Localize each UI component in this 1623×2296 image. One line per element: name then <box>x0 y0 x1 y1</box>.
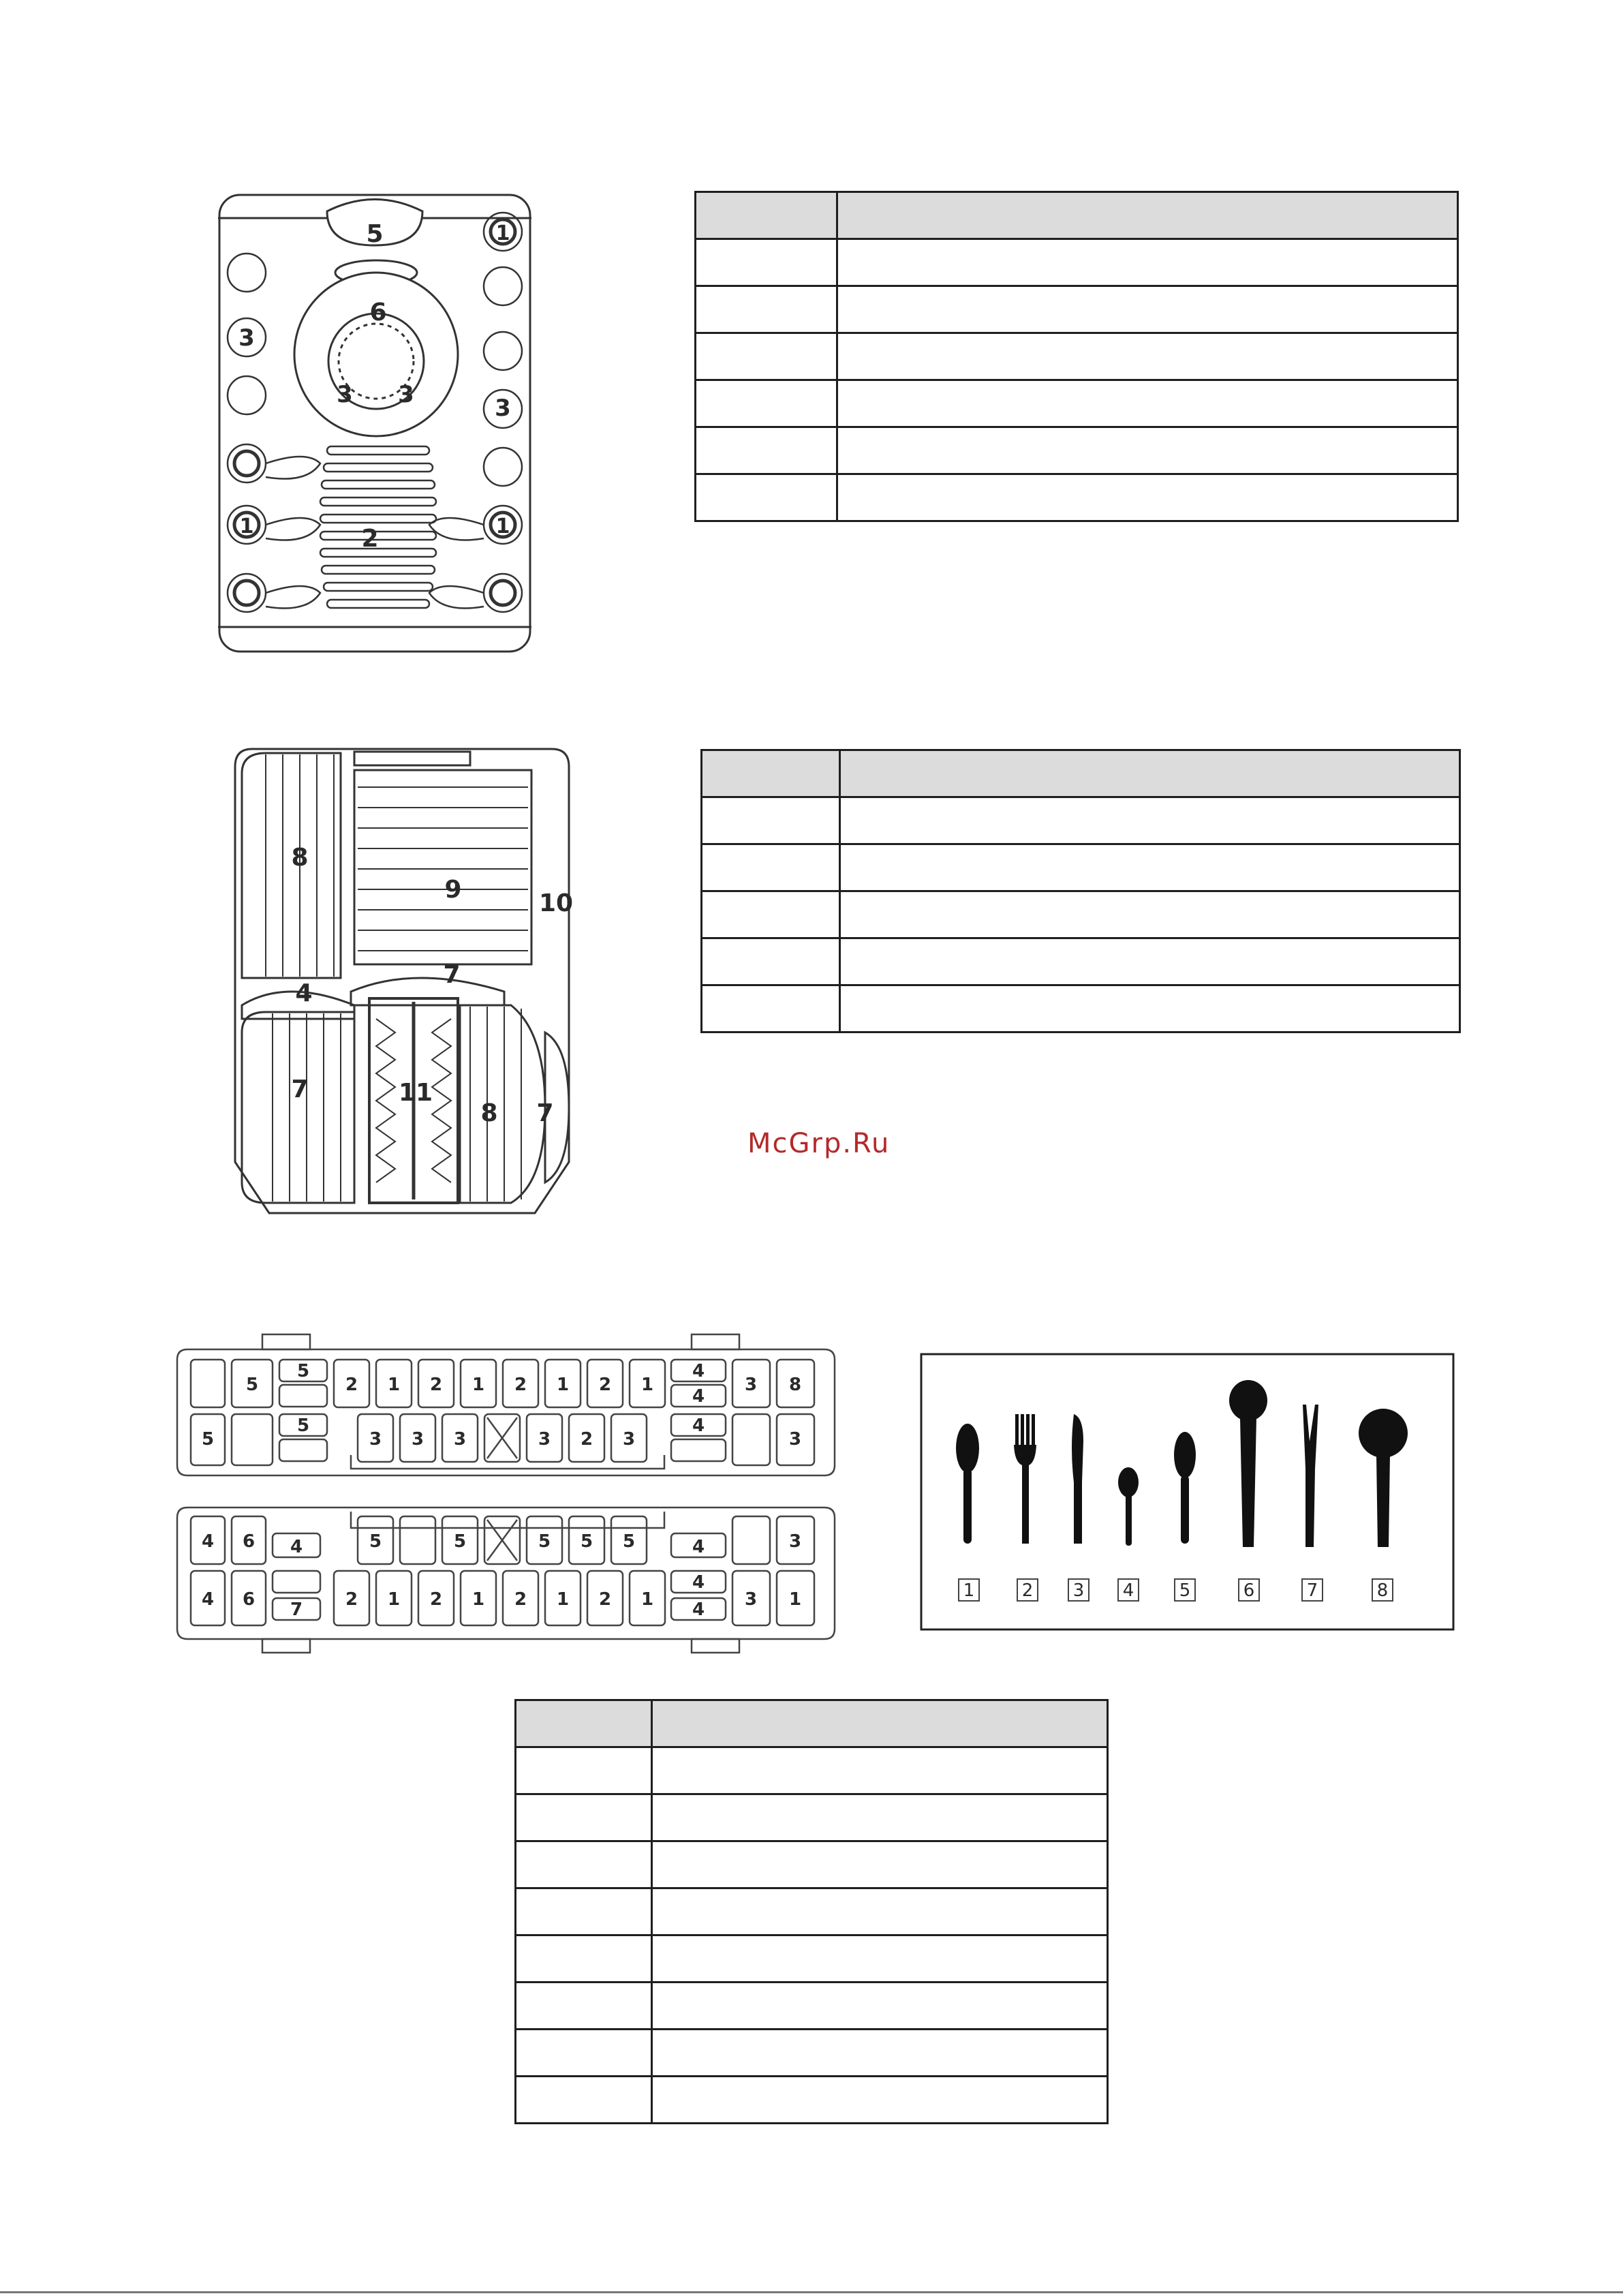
label-8-b: 8 <box>480 1099 498 1127</box>
tray-bottom-r2-c7: 1 <box>472 1589 485 1610</box>
table-row <box>516 2028 1107 2075</box>
table-row <box>702 843 1459 890</box>
cutlery-table <box>514 1699 1109 2124</box>
tray-bottom-r1-c6: 5 <box>538 1531 551 1552</box>
label-3-a: 3 <box>238 324 255 352</box>
table-row <box>702 937 1459 984</box>
watermark: McGrp.Ru <box>747 1128 891 1159</box>
legend-label-3: 3 <box>1072 1580 1085 1601</box>
label-11: 11 <box>398 1079 433 1107</box>
table-row <box>696 285 1457 332</box>
tray-bottom-r2-c10: 2 <box>598 1589 612 1610</box>
table-row <box>696 332 1457 379</box>
tray-top-r2-c10: 3 <box>788 1429 802 1450</box>
table-header <box>702 751 1459 796</box>
table-row <box>516 1934 1107 1981</box>
tray-top-r2-c5: 3 <box>453 1429 467 1450</box>
tray-bottom-r2-c3: 7 <box>290 1599 303 1620</box>
table-row <box>702 984 1459 1031</box>
legend-label-7: 7 <box>1306 1580 1318 1601</box>
table-row <box>516 1887 1107 1934</box>
label-5: 5 <box>366 220 384 248</box>
legend-label-6: 6 <box>1243 1580 1255 1601</box>
label-1-b: 1 <box>239 515 254 538</box>
legend-label-8: 8 <box>1376 1580 1389 1601</box>
tray-top-r2-c1: 5 <box>201 1429 215 1450</box>
tray-top-r2-c3: 3 <box>369 1429 382 1450</box>
tray-top-r2-c4: 3 <box>411 1429 424 1450</box>
tray-bottom-r2-c12: 4 <box>692 1572 705 1593</box>
label-1-a: 1 <box>495 221 510 245</box>
tray-top-r1-c1: 5 <box>245 1375 259 1395</box>
table-row <box>516 1746 1107 1793</box>
tray-top-r1-c3: 2 <box>345 1375 358 1395</box>
tray-bottom-r2-c13: 4 <box>692 1599 705 1620</box>
tray-top-r1-c4: 1 <box>387 1375 401 1395</box>
tray-top-r1-c8: 1 <box>556 1375 570 1395</box>
tray-bottom-r1-c7: 5 <box>580 1531 593 1552</box>
tray-top-r2-c7: 2 <box>580 1429 593 1450</box>
label-3-c: 3 <box>398 381 414 408</box>
tray-bottom-r1-c5: 5 <box>453 1531 467 1552</box>
tray-top-r1-c14: 8 <box>788 1375 802 1395</box>
tray-top-r1-c5: 2 <box>429 1375 443 1395</box>
label-7-a: 7 <box>443 961 461 989</box>
label-7-b: 7 <box>291 1075 309 1103</box>
tray-top-r1-c6: 1 <box>472 1375 485 1395</box>
tray-bottom-r2-c6: 2 <box>429 1589 443 1610</box>
tray-top-r1-c2: 5 <box>296 1361 310 1381</box>
label-2: 2 <box>361 525 379 553</box>
tray-top-r1-c12: 4 <box>692 1386 705 1407</box>
tray-top-r1-c13: 3 <box>744 1375 758 1395</box>
tray-top-r2-c6: 3 <box>538 1429 551 1450</box>
tray-top-r1-c11: 4 <box>692 1361 705 1381</box>
tray-top-r1-c7: 2 <box>514 1375 527 1395</box>
tray-bottom-r2-c4: 2 <box>345 1589 358 1610</box>
legend-label-4: 4 <box>1122 1580 1134 1601</box>
cutlery-tray-diagram <box>174 1329 841 1656</box>
legend-label-1: 1 <box>963 1580 975 1601</box>
tray-bottom-r1-c10: 3 <box>788 1531 802 1552</box>
cutlery-legend <box>920 1353 1455 1631</box>
label-3-b: 3 <box>337 381 353 408</box>
tray-bottom-r2-c8: 2 <box>514 1589 527 1610</box>
label-8-a: 8 <box>291 844 309 872</box>
table-row <box>516 2075 1107 2122</box>
tray-bottom-r1-c3: 4 <box>290 1537 303 1557</box>
table-row <box>696 379 1457 426</box>
tray-bottom-r2-c15: 1 <box>788 1589 802 1610</box>
lower-basket-diagram <box>225 746 579 1216</box>
table-row <box>516 1840 1107 1887</box>
label-4: 4 <box>295 979 313 1007</box>
tray-bottom-r2-c1: 4 <box>201 1589 215 1610</box>
label-6: 6 <box>369 299 387 326</box>
tray-bottom-r2-c5: 1 <box>387 1589 401 1610</box>
tray-top-r2-c9: 4 <box>692 1415 705 1436</box>
tray-bottom-r2-c11: 1 <box>640 1589 654 1610</box>
tray-top-r1-c10: 1 <box>640 1375 654 1395</box>
table-row <box>702 796 1459 843</box>
table-row <box>516 1981 1107 2028</box>
label-7-c: 7 <box>536 1099 554 1127</box>
table-header <box>516 1701 1107 1746</box>
legend-label-5: 5 <box>1179 1580 1191 1601</box>
tray-top-r2-c2: 5 <box>296 1415 310 1436</box>
legend-label-2: 2 <box>1021 1580 1034 1601</box>
table-row <box>696 473 1457 520</box>
label-10: 10 <box>538 889 574 917</box>
tray-bottom-r1-c1: 4 <box>201 1531 215 1552</box>
table-row <box>702 890 1459 937</box>
upper-basket-table <box>694 191 1459 522</box>
upper-basket-diagram <box>204 191 545 658</box>
label-1-c: 1 <box>495 515 510 538</box>
tray-bottom-r1-c8: 5 <box>622 1531 636 1552</box>
tray-top-r1-c9: 2 <box>598 1375 612 1395</box>
tray-bottom-r1-c9: 4 <box>692 1537 705 1557</box>
table-row <box>516 1793 1107 1840</box>
tray-bottom-r2-c14: 3 <box>744 1589 758 1610</box>
tray-bottom-r2-c9: 1 <box>556 1589 570 1610</box>
label-3-d: 3 <box>495 395 511 422</box>
tray-bottom-r2-c2: 6 <box>242 1589 256 1610</box>
label-9: 9 <box>444 876 462 904</box>
tray-top-r2-c8: 3 <box>622 1429 636 1450</box>
footer-divider <box>0 2291 1623 2293</box>
table-row <box>696 238 1457 285</box>
table-row <box>696 426 1457 473</box>
lower-basket-table <box>700 749 1461 1033</box>
tray-bottom-r1-c4: 5 <box>369 1531 382 1552</box>
table-header <box>696 193 1457 238</box>
tray-bottom-r1-c2: 6 <box>242 1531 256 1552</box>
